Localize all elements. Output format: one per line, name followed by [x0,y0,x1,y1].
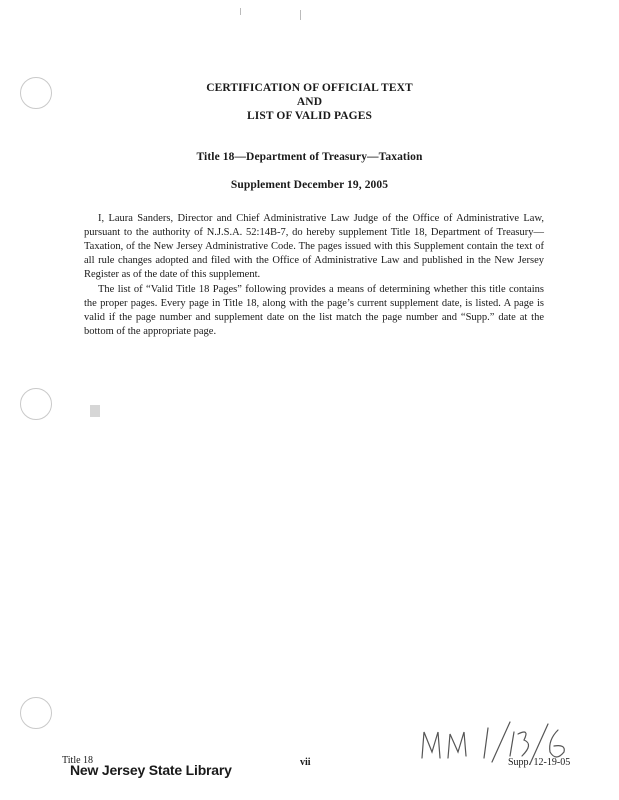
scan-speck [240,8,241,15]
page-number: vii [300,757,311,768]
valid-pages-heading: LIST OF VALID PAGES [247,110,372,122]
punch-hole [20,697,52,729]
punch-hole [20,388,52,420]
valid-pages-paragraph: The list of “Valid Title 18 Pages” following provides a means of determining whether this title contains the proper pages. Every page in Title 18, along with the page’s current supplement date, is listed. A page is valid if the page number and supplement date on the list match the page number and “Supp.” date at the bottom of the appropriate page. [84,284,544,337]
and-heading: AND [296,96,323,108]
certification-heading: CERTIFICATION OF OFFICIAL TEXT [206,82,413,94]
scan-speck [90,405,100,417]
certification-paragraph: I, Laura Sanders, Director and Chief Administrative Law Judge of the Office of Administrative Law, pursuant to the authority of N.J.S.A. 52:14B-7, do hereby supplement Title 18, Department of Treasury—Taxation, of the New Jersey Administrative Code. The pages issued with this Supplement contain the text of all rule changes adopted and filed with the Office of Administrative Law and published in the New Jersey Register as of the date of this supplement. [84,213,544,280]
supplement-heading: Supplement December 19, 2005 [230,179,389,191]
title-heading: Title 18—Department of Treasury—Taxation [196,151,423,163]
footer-title: Title 18 [62,755,94,766]
library-stamp: New Jersey State Library [70,762,232,778]
scan-speck [300,10,301,20]
supplement-date: Supp. 12-19-05 [508,757,571,768]
